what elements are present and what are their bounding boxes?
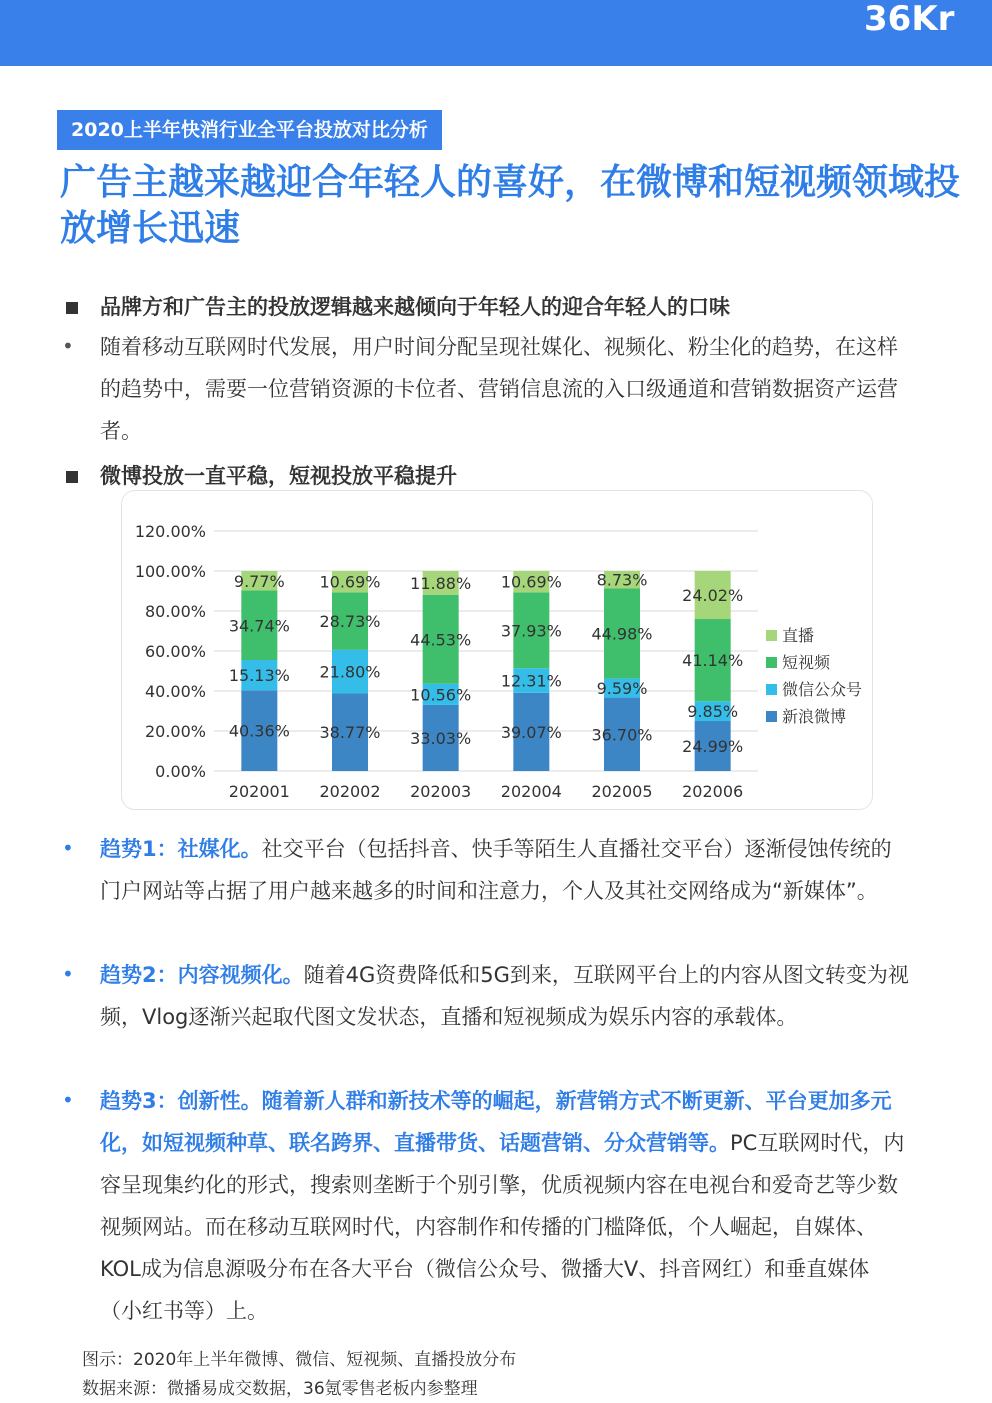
- legend-label: 短视频: [782, 653, 831, 672]
- legend-label: 直播: [782, 626, 815, 645]
- y-tick-label: 80.00%: [144, 602, 206, 621]
- data-label: 36.70%: [591, 725, 653, 745]
- x-tick-label: 202002: [319, 782, 381, 801]
- data-label: 44.53%: [410, 630, 472, 650]
- trend-3-text: PC互联网时代，内容呈现集约化的形式，搜索则垄断于个别引擎，优质视频内容在电视台和爱奇艺等少数视频网站。而在移动互联网时代，内容制作和传播的门槛降低，个人崛起，自媒体、KOL成为信息源吸分布在各大平台（微信公众号、微播大V、抖音网红）和垂直媒体（小红书等）上。: [100, 1131, 905, 1323]
- data-label: 10.56%: [410, 685, 472, 705]
- data-label: 38.77%: [319, 723, 381, 743]
- legend-swatch: [766, 684, 777, 695]
- data-label: 8.73%: [596, 570, 648, 590]
- data-label: 9.77%: [233, 571, 285, 591]
- data-label: 11.88%: [410, 573, 472, 593]
- logo-36kr-icon: [862, 0, 992, 66]
- data-label: 33.03%: [410, 728, 472, 748]
- trend-3-lead: 趋势3：创新性。随着新人群和新技术等的崛起，新营销方式不断更新、平台更加多元化，如短视频种草、联名跨界、直播带货、话题营销、分众营销等。: [100, 1089, 892, 1155]
- data-label: 24.02%: [682, 586, 744, 606]
- square-bullet-icon: [66, 471, 78, 483]
- trend-1-text: 社交平台（包括抖音、快手等陌生人直播社交平台）逐渐侵蚀传统的门户网站等占据了用户越来越多的时间和注意力，个人及其社交网络成为“新媒体”。: [100, 837, 892, 903]
- data-label: 37.93%: [500, 621, 562, 641]
- y-tick-label: 100.00%: [134, 562, 206, 581]
- section-heading-1: [66, 291, 730, 321]
- y-tick-label: 0.00%: [155, 762, 206, 781]
- data-label: 9.59%: [596, 679, 648, 699]
- data-label: 10.69%: [319, 572, 381, 592]
- section-heading-2-text: 微博投放一直平稳，短视投放平稳提升: [100, 464, 457, 488]
- header-bar: [0, 0, 992, 66]
- section-heading-1-text: 品牌方和广告主的投放逻辑越来越倾向于年轻人的迎合年轻人的口味: [100, 295, 730, 319]
- data-label: 40.36%: [228, 721, 290, 741]
- section-tag: 2020上半年快消行业全平台投放对比分析: [57, 110, 442, 150]
- data-label: 12.31%: [500, 671, 562, 691]
- x-tick-label: 202004: [500, 782, 562, 801]
- stacked-bar-chart: [122, 491, 872, 809]
- trend-2-lead: 趋势2：内容视频化。: [100, 963, 304, 987]
- page-title: 广告主越来越迎合年轻人的喜好，在微博和短视频领域投放增长迅速: [60, 162, 961, 249]
- data-label: 10.69%: [500, 572, 562, 592]
- trend-3-paragraph: [100, 1080, 910, 1332]
- data-label: 24.99%: [682, 737, 744, 757]
- y-tick-label: 120.00%: [134, 522, 206, 541]
- x-tick-label: 202001: [228, 782, 290, 801]
- x-tick-label: 202005: [591, 782, 653, 801]
- data-label: 41.14%: [682, 651, 744, 671]
- data-label: 44.98%: [591, 624, 653, 644]
- logo-36-text: 36Kr: [864, 0, 955, 39]
- square-bullet-icon: [66, 302, 78, 314]
- legend-swatch: [766, 711, 777, 722]
- y-tick-label: 40.00%: [144, 682, 206, 701]
- x-tick-label: 202003: [410, 782, 472, 801]
- data-label: 9.85%: [687, 702, 739, 722]
- section1-paragraph: 随着移动互联网时代发展，用户时间分配呈现社媒化、视频化、粉尘化的趋势，在这样的趋势中，需要一位营销资源的卡位者、营销信息流的入口级通道和营销数据资产运营者。: [100, 335, 898, 443]
- y-tick-label: 60.00%: [144, 642, 206, 661]
- trend-1-paragraph: [100, 828, 910, 912]
- trend-2-paragraph: [100, 954, 910, 1038]
- trend-2-text: 随着4G资费降低和5G到来，互联网平台上的内容从图文转变为视频，Vlog逐渐兴起取代图文发状态，直播和短视频成为娱乐内容的承载体。: [100, 963, 909, 1029]
- trend-1-lead: 趋势1：社媒化。: [100, 837, 262, 861]
- bullet-dot-icon: •: [62, 1088, 74, 1112]
- legend-label: 微信公众号: [782, 680, 863, 699]
- bullet-dot-icon: •: [62, 836, 74, 860]
- data-source: 数据来源：微播易成交数据，36氪零售老板内参整理: [82, 1379, 478, 1399]
- data-label: 34.74%: [228, 616, 290, 636]
- data-label: 39.07%: [500, 722, 562, 742]
- legend-label: 新浪微博: [782, 707, 847, 726]
- section-heading-2: [66, 460, 457, 490]
- bullet-dot-icon: •: [62, 962, 74, 986]
- legend-swatch: [766, 630, 777, 641]
- chart-card: [121, 490, 873, 810]
- figure-caption: 图示：2020年上半年微博、微信、短视频、直播投放分布: [82, 1350, 517, 1370]
- y-tick-label: 20.00%: [144, 722, 206, 741]
- data-label: 15.13%: [228, 666, 290, 686]
- data-label: 28.73%: [319, 612, 381, 632]
- bullet-dot-icon: •: [62, 334, 74, 358]
- legend-swatch: [766, 657, 777, 668]
- data-label: 21.80%: [319, 662, 381, 682]
- x-tick-label: 202006: [682, 782, 744, 801]
